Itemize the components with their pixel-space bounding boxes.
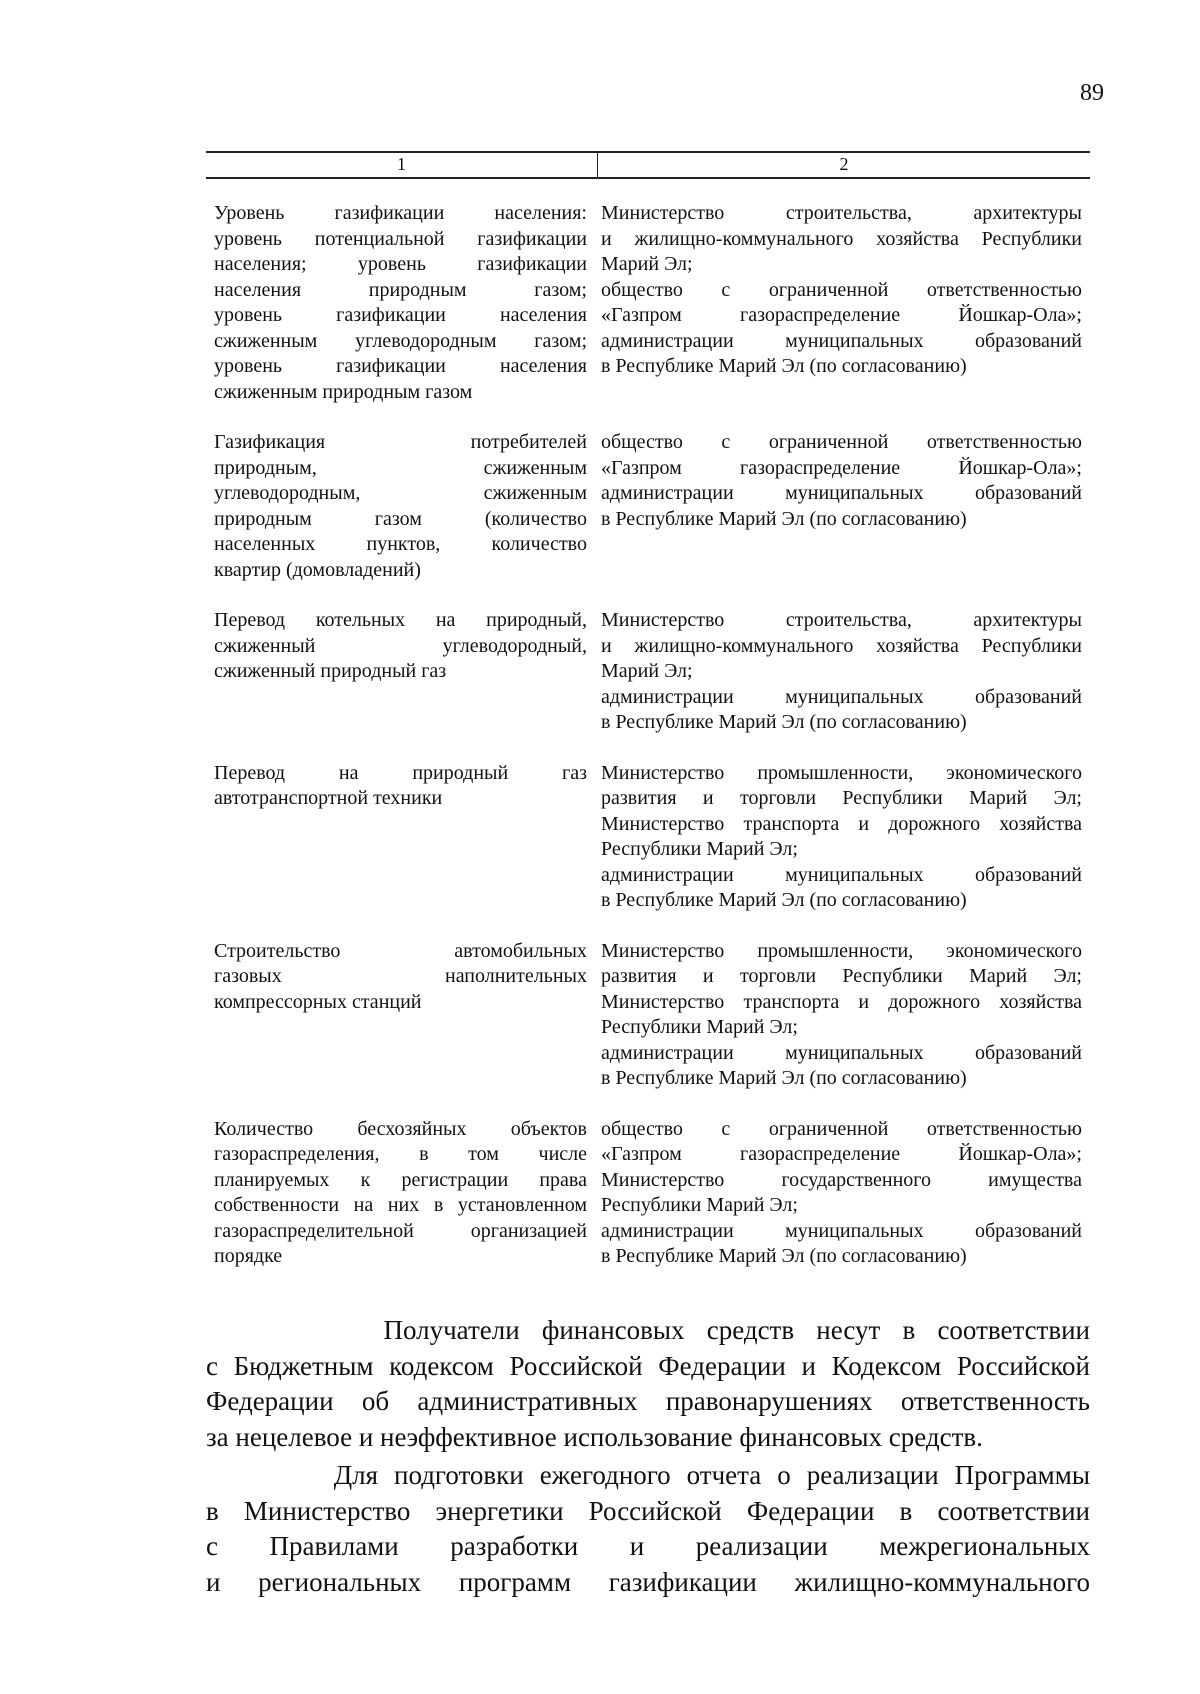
indicator-cell	[214, 1117, 587, 1270]
cell-line: в Республике Марий Эл (по согласованию)	[601, 1067, 967, 1089]
paragraph	[206, 1313, 1090, 1455]
paragraph-line: и региональных программ газификации жилищно-коммунального	[206, 1566, 1090, 1597]
cell-line: общество с ограниченной ответственностью	[601, 1117, 1082, 1140]
cell-line: администрации муниципальных образований	[601, 685, 1082, 708]
cell-line: газораспределения, в том числе	[214, 1143, 587, 1165]
cell-line: Строительство автомобильных	[214, 939, 587, 962]
paragraph-line: в Министерство энергетики Российской Федерации в соответствии	[206, 1495, 1090, 1526]
cell-line: Министерство промышленности, экономического	[601, 939, 1082, 962]
cell-line: Марий Эл;	[601, 660, 693, 682]
table-row	[214, 761, 1090, 914]
paragraph-line: с Правилами разработки и реализации межрегиональных	[206, 1531, 1090, 1561]
cell-line: Перевод котельных на природный,	[214, 609, 587, 631]
table-header	[206, 151, 1090, 179]
responsible-cell	[601, 608, 1082, 736]
paragraph-line: Для подготовки ежегодного отчета о реализации Программы	[206, 1460, 1090, 1490]
cell-line: общество с ограниченной ответственностью	[601, 431, 1082, 453]
cell-line: администрации муниципальных образований	[601, 1041, 1082, 1064]
cell-line: в Республике Марий Эл (по согласованию)	[601, 889, 967, 911]
cell-line: и жилищно-коммунального хозяйства Республики	[601, 634, 1082, 657]
cell-line: Газификация потребителей	[214, 431, 587, 453]
cell-line: Министерство строительства, архитектуры	[601, 202, 1082, 224]
cell-line: Республики Марий Эл;	[601, 1016, 798, 1038]
table-header-col-2: 2	[839, 154, 849, 174]
cell-line: газораспределительной организацией	[214, 1219, 587, 1242]
cell-line: углеводородным, сжиженным	[214, 482, 587, 504]
cell-line: администрации муниципальных образований	[601, 1219, 1082, 1242]
cell-line: в Республике Марий Эл (по согласованию)	[601, 711, 967, 733]
page-number: 89	[1080, 80, 1104, 106]
cell-line: Министерство государственного имущества	[601, 1168, 1082, 1191]
cell-line: Перевод на природный газ	[214, 761, 587, 784]
cell-line: в Республике Марий Эл (по согласованию)	[601, 355, 967, 377]
cell-line: и жилищно-коммунального хозяйства Республики	[601, 227, 1082, 250]
responsible-cell	[601, 201, 1082, 405]
cell-line: порядке	[214, 1245, 283, 1267]
table-row	[214, 201, 1090, 405]
table-row	[214, 939, 1090, 1092]
cell-line: газовых наполнительных	[214, 965, 587, 987]
table-body	[214, 201, 1090, 1295]
indicator-cell	[214, 201, 587, 405]
paragraph-line: с Бюджетным кодексом Российской Федерации и Кодексом Российской	[206, 1350, 1090, 1381]
cell-line: Министерство транспорта и дорожного хозяйства	[601, 812, 1082, 835]
cell-line: населенных пунктов, количество	[214, 533, 587, 555]
cell-line: сжиженным углеводородным газом;	[214, 329, 587, 352]
responsible-cell	[601, 939, 1082, 1092]
cell-line: сжиженный углеводородный,	[214, 634, 587, 657]
cell-line: «Газпром газораспределение Йошкар-Ола»;	[601, 304, 1082, 326]
table-row	[214, 608, 1090, 736]
cell-line: развития и торговли Республики Марий Эл;	[601, 965, 1082, 987]
indicator-cell	[214, 430, 587, 583]
cell-line: «Газпром газораспределение Йошкар-Ола»;	[601, 456, 1082, 479]
cell-line: сжиженный природный газ	[214, 660, 447, 682]
cell-line: компрессорных станций	[214, 990, 422, 1013]
cell-line: автотранспортной техники	[214, 787, 443, 809]
cell-line: населения природным газом;	[214, 278, 587, 301]
cell-line: Республики Марий Эл;	[601, 838, 798, 860]
cell-line: общество с ограниченной ответственностью	[601, 278, 1082, 301]
cell-line: собственности на них в установленном	[214, 1194, 587, 1216]
indicator-cell	[214, 608, 587, 736]
cell-line: природным газом (количество	[214, 507, 587, 530]
cell-line: квартир (домовладений)	[214, 558, 421, 581]
responsible-cell	[601, 761, 1082, 914]
cell-line: Уровень газификации населения:	[214, 202, 587, 224]
table-row	[214, 430, 1090, 583]
paragraph-line: Получатели финансовых средств несут в соответствии	[206, 1315, 1090, 1345]
cell-line: Министерство строительства, архитектуры	[601, 609, 1082, 631]
cell-line: Количество бесхозяйных объектов	[214, 1117, 587, 1140]
responsible-cell	[601, 1117, 1082, 1270]
body-text	[206, 1313, 1090, 1603]
indicator-cell	[214, 939, 587, 1092]
cell-line: администрации муниципальных образований	[601, 329, 1082, 352]
table-row	[214, 1117, 1090, 1270]
cell-line: уровень газификации населения	[214, 355, 587, 377]
cell-line: сжиженным природным газом	[214, 380, 473, 403]
cell-line: администрации муниципальных образований	[601, 482, 1082, 504]
cell-line: Министерство промышленности, экономического	[601, 761, 1082, 784]
paragraph-line: Федерации об административных правонарушениях ответственность	[206, 1386, 1090, 1416]
cell-line: в Республике Марий Эл (по согласованию)	[601, 1245, 967, 1267]
cell-line: населения; уровень газификации	[214, 253, 587, 275]
cell-line: «Газпром газораспределение Йошкар-Ола»;	[601, 1143, 1082, 1165]
cell-line: развития и торговли Республики Марий Эл;	[601, 787, 1082, 809]
cell-line: в Республике Марий Эл (по согласованию)	[601, 507, 967, 530]
paragraph	[206, 1458, 1090, 1600]
cell-line: администрации муниципальных образований	[601, 863, 1082, 886]
cell-line: Министерство транспорта и дорожного хозяйства	[601, 990, 1082, 1013]
indicator-cell	[214, 761, 587, 914]
cell-line: планируемых к регистрации права	[214, 1168, 587, 1191]
cell-line: Марий Эл;	[601, 253, 693, 275]
responsible-cell	[601, 430, 1082, 583]
cell-line: уровень газификации населения	[214, 304, 587, 326]
table-header-col-1: 1	[206, 153, 598, 177]
cell-line: Республики Марий Эл;	[601, 1194, 798, 1216]
cell-line: уровень потенциальной газификации	[214, 227, 587, 250]
paragraph-line: за нецелевое и неэффективное использование финансовых средств.	[206, 1421, 983, 1452]
cell-line: природным, сжиженным	[214, 456, 587, 479]
